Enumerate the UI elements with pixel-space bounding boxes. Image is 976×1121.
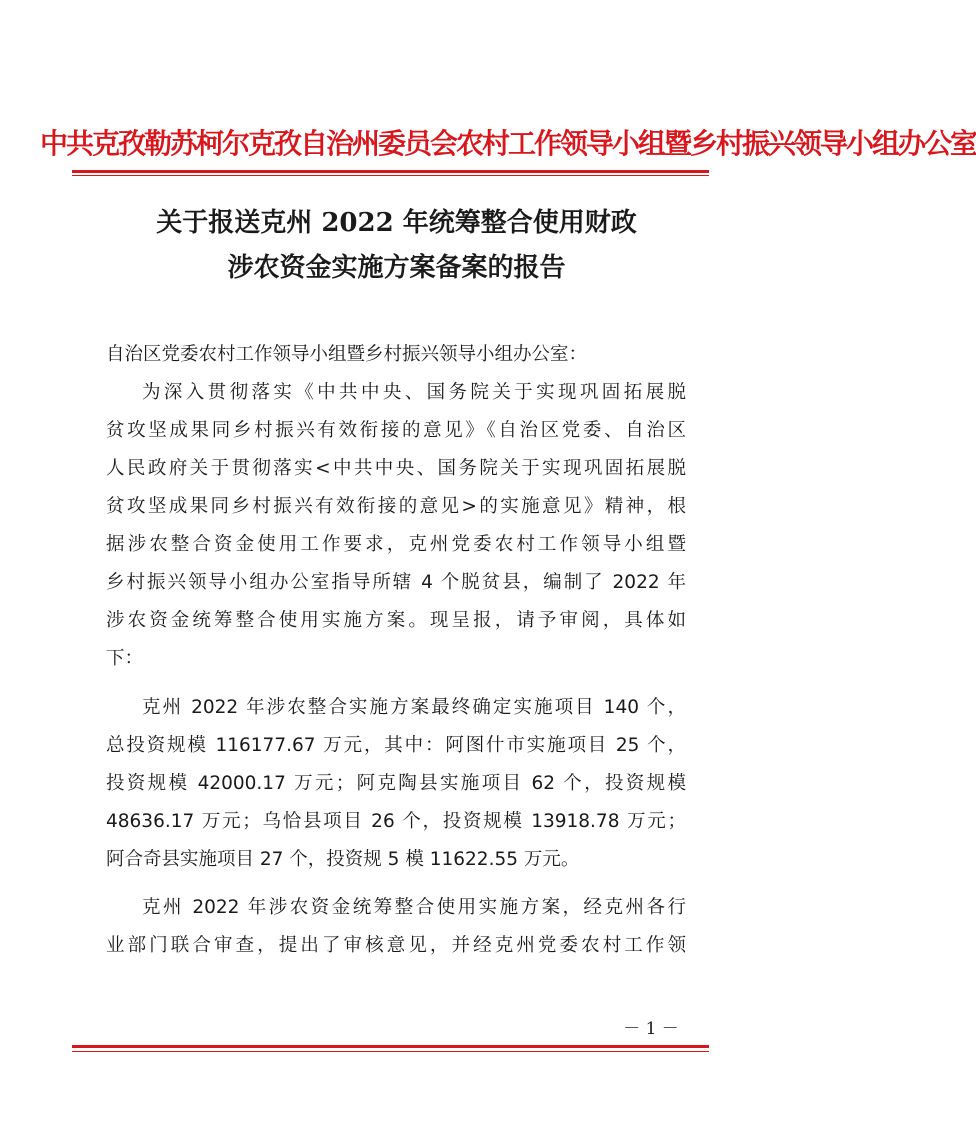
paragraph-1-line: 涉农资金统筹整合使用实施方案。现呈报，请予审阅，具体如 xyxy=(106,610,686,631)
paragraph-3-line: 业部门联合审查，提出了审核意见，并经克州党委农村工作领 xyxy=(106,935,686,956)
document-title-line-2: 涉农资金实施方案备案的报告 xyxy=(227,253,566,283)
paragraph-1-line: 贫攻坚成果同乡村振兴有效衔接的意见》《自治区党委、自治区 xyxy=(106,420,686,441)
paragraph-2-line: 48636.17 万元；乌恰县项目 26 个，投资规模 13918.78 万元； xyxy=(106,811,686,832)
paragraph-1-line: 贫攻坚成果同乡村振兴有效衔接的意见>的实施意见》精神，根 xyxy=(106,496,686,517)
paragraph-1-line: 下： xyxy=(106,648,144,669)
issuing-organization-header: 中共克孜勒苏柯尔克孜自治州委员会农村工作领导小组暨乡村振兴领导小组办公室 xyxy=(40,127,976,160)
paragraph-1-line: 为深入贯彻落实《中共中央、国务院关于实现巩固拓展脱 xyxy=(142,382,686,403)
salutation: 自治区党委农村工作领导小组暨乡村振兴领导小组办公室： xyxy=(106,344,588,365)
paragraph-3-line: 克州 2022 年涉农资金统筹整合使用实施方案，经克州各行 xyxy=(142,897,686,918)
footer-red-rule-thick xyxy=(72,1045,709,1048)
paragraph-2-line: 投资规模 42000.17 万元；阿克陶县实施项目 62 个，投资规模 xyxy=(106,773,686,794)
paragraph-2-line: 克州 2022 年涉农整合实施方案最终确定实施项目 140 个， xyxy=(142,697,686,718)
page-number: － 1 － xyxy=(623,1019,679,1039)
footer-red-rule-thin xyxy=(72,1051,709,1052)
document-title-line-1: 关于报送克州 2022 年统筹整合使用财政 xyxy=(156,208,637,238)
paragraph-2-line: 阿合奇县实施项目 27 个，投资规 5 模 11622.55 万元。 xyxy=(106,849,580,870)
paragraph-1-line: 乡村振兴领导小组办公室指导所辖 4 个脱贫县，编制了 2022 年 xyxy=(106,572,686,593)
document-body xyxy=(106,0,686,1121)
paragraph-1-line: 人民政府关于贯彻落实<中共中央、国务院关于实现巩固拓展脱 xyxy=(106,458,686,479)
paragraph-1-line: 据涉农整合资金使用工作要求，克州党委农村工作领导小组暨 xyxy=(106,534,686,555)
paragraph-2-line: 总投资规模 116177.67 万元，其中：阿图什市实施项目 25 个， xyxy=(106,735,686,756)
